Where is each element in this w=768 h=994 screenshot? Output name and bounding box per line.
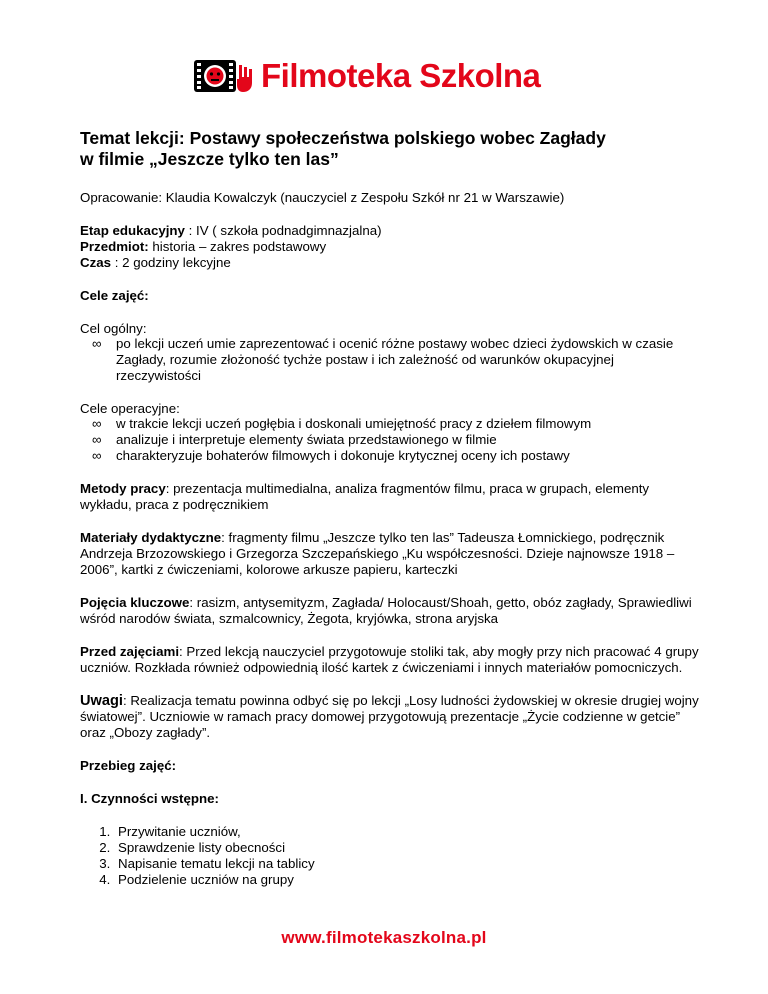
logo — [193, 57, 578, 95]
cele-heading: Cele zajęć: — [80, 288, 149, 303]
bullet-icon: ∞ — [92, 336, 102, 351]
lesson-title — [80, 128, 700, 170]
list-item: ∞ w trakcie lekcji uczeń pogłębia i doskonali umiejętność pracy z dziełem filmowym — [92, 416, 592, 431]
bullet-icon: ∞ — [92, 432, 102, 447]
uwagi: Uwagi: Realizacja tematu powinna odbyć się po lekcji „Losy ludności żydowskiej w okresie drugiej wojny światowej”. Uczniowie w ramach pracy domowej przygotowują prezentacje „Życie codzienne w getcie” oraz „Obozy zagłady”. — [80, 693, 699, 740]
document-body — [80, 128, 700, 888]
cele-operacyjne-heading: Cele operacyjne: — [80, 401, 180, 416]
cel-ogolny-list — [80, 336, 700, 384]
list-item: ∞ charakteryzuje bohaterów filmowych i dokonuje krytycznej oceny ich postawy — [92, 448, 570, 463]
list-item: 1. Przywitanie uczniów, — [114, 824, 700, 840]
cele-operacyjne-section — [80, 401, 700, 464]
pojecia-kluczowe: Pojęcia kluczowe: rasizm, antysemityzm, Zagłada/ Holocaust/Shoah, getto, obóz zagłady, Sprawiedliwi wśród narodów świata, szmalcownicy, Żegota, kryjówka, strona aryjska — [80, 595, 692, 626]
list-item: 2. Sprawdzenie listy obecności — [114, 840, 700, 856]
logo-text: Filmoteka Szkolna — [261, 57, 541, 94]
czas-label: Czas — [80, 255, 112, 270]
etap-label: Etap edukacyjny — [80, 223, 185, 238]
lesson-title-line1: Temat lekcji: Postawy społeczeństwa polskiego wobec Zagłady — [80, 128, 606, 148]
cel-ogolny-section — [80, 321, 700, 384]
author-line: Opracowanie: Klaudia Kowalczyk (nauczyciel z Zespołu Szkół nr 21 w Warszawie) — [80, 190, 565, 205]
bullet-icon: ∞ — [92, 416, 102, 431]
czynnosci-heading: I. Czynności wstępne: — [80, 791, 219, 806]
lesson-meta — [80, 223, 700, 271]
przedmiot-label: Przedmiot: — [80, 239, 149, 254]
cel-ogolny-heading: Cel ogólny: — [80, 321, 147, 336]
przed-zajeciami: Przed zajęciami: Przed lekcją nauczyciel przygotowuje stoliki tak, aby mogły przy nich pracować 4 grupy uczniów. Rozkłada również odpowiednią ilość kartek z ćwiczeniami i innych materiałów pomocniczych. — [80, 644, 699, 675]
film-reel-hand-icon — [193, 57, 259, 95]
etap-value: : IV ( szkoła podnadgimnazjalna) — [184, 223, 382, 238]
czas-value: : 2 godziny lekcyjne — [111, 255, 231, 270]
przebieg-heading: Przebieg zajęć: — [80, 758, 177, 773]
footer-url[interactable]: www.filmotekaszkolna.pl — [281, 928, 487, 947]
list-item: ∞ analizuje i interpretuje elementy świata przedstawionego w filmie — [92, 432, 497, 447]
materialy-dydaktyczne: Materiały dydaktyczne: fragmenty filmu „Jeszcze tylko ten las” Tadeusza Łomnickiego, podręcznik Andrzeja Brzozowskiego i Grzegorza Szczepańskiego „Ku współczesności. Dzieje najnowsze 1918 – 2006”, kartki z ćwiczeniami, kolorowe arkusze papieru, karteczki — [80, 530, 675, 577]
list-item: ∞ po lekcji uczeń umie zaprezentować i ocenić różne postawy wobec dzieci żydowskich w czasie Zagłady, rozumie złożoność tychże postaw i ich zależność od warunków okupacyjnej rzeczywistości — [92, 336, 674, 383]
steps-list — [80, 824, 700, 888]
list-item: 4. Podzielenie uczniów na grupy — [114, 872, 700, 888]
bullet-icon: ∞ — [92, 448, 102, 463]
metody-pracy: Metody pracy: prezentacja multimedialna, analiza fragmentów filmu, praca w grupach, elementy wykładu, praca z podręcznikiem — [80, 481, 650, 512]
lesson-title-line2: w filmie „Jeszcze tylko ten las” — [80, 149, 339, 169]
list-item: 3. Napisanie tematu lekcji na tablicy — [114, 856, 700, 872]
cele-operacyjne-list — [80, 416, 700, 464]
przedmiot-value: historia – zakres podstawowy — [148, 239, 327, 254]
